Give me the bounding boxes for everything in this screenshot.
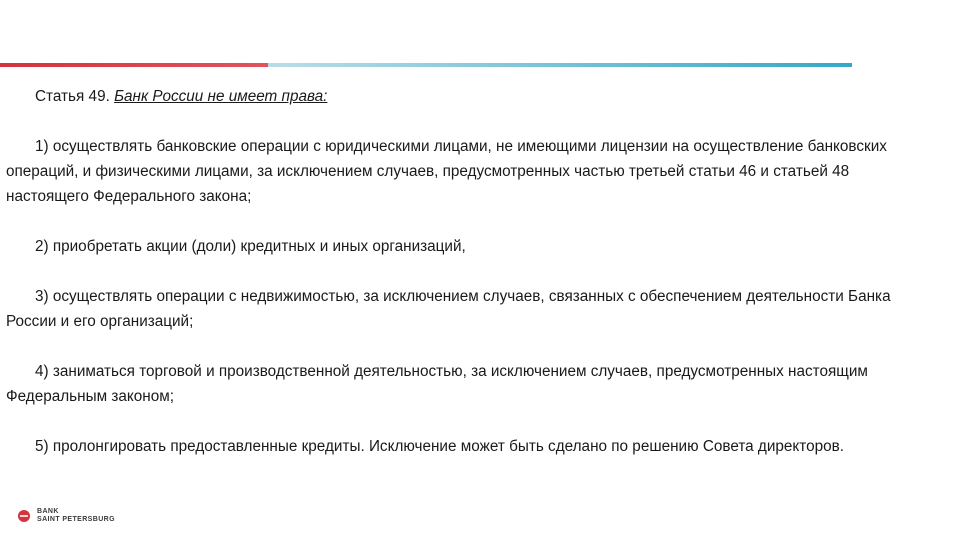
list-item-1: 1) осуществлять банковские операции с юридическими лицами, не имеющими лицензии на осуществление банковских операций, и физическими лицами, за исключением случаев, предусмотренных частью третьей статьи 46 и статьей 48 настоящего Федерального закона; (6, 138, 887, 205)
paragraph-gap (6, 409, 906, 434)
bank-logo-wordmark (37, 508, 115, 524)
logo-line-2: SAINT PETERSBURG (37, 516, 115, 523)
logo-line-1: BANK (37, 508, 59, 515)
list-item-3: 3) осуществлять операции с недвижимостью, за исключением случаев, связанных с обеспечением деятельности Банка России и его организаций; (6, 288, 891, 330)
article-heading (6, 84, 906, 109)
paragraph-gap (6, 209, 906, 234)
bank-logo-icon (18, 510, 30, 522)
top-divider-blue-segment (268, 63, 852, 67)
paragraph-gap (6, 109, 906, 134)
top-divider (0, 63, 852, 67)
list-item-4: 4) заниматься торговой и производственной деятельностью, за исключением случаев, предусмотренных настоящим Федеральным законом; (6, 363, 868, 405)
bank-logo (18, 508, 115, 524)
paragraph-gap (6, 259, 906, 284)
paragraph-gap (6, 334, 906, 359)
list-item-5: 5) пролонгировать предоставленные кредиты. Исключение может быть сделано по решению Совета директоров. (35, 438, 845, 455)
list-item-2: 2) приобретать акции (доли) кредитных и иных организаций, (35, 238, 466, 255)
article-number: Статья 49. (35, 88, 110, 105)
article-heading-link[interactable]: Банк России не имеет права: (114, 88, 328, 105)
article-text (6, 84, 906, 459)
top-divider-red-segment (0, 63, 268, 67)
